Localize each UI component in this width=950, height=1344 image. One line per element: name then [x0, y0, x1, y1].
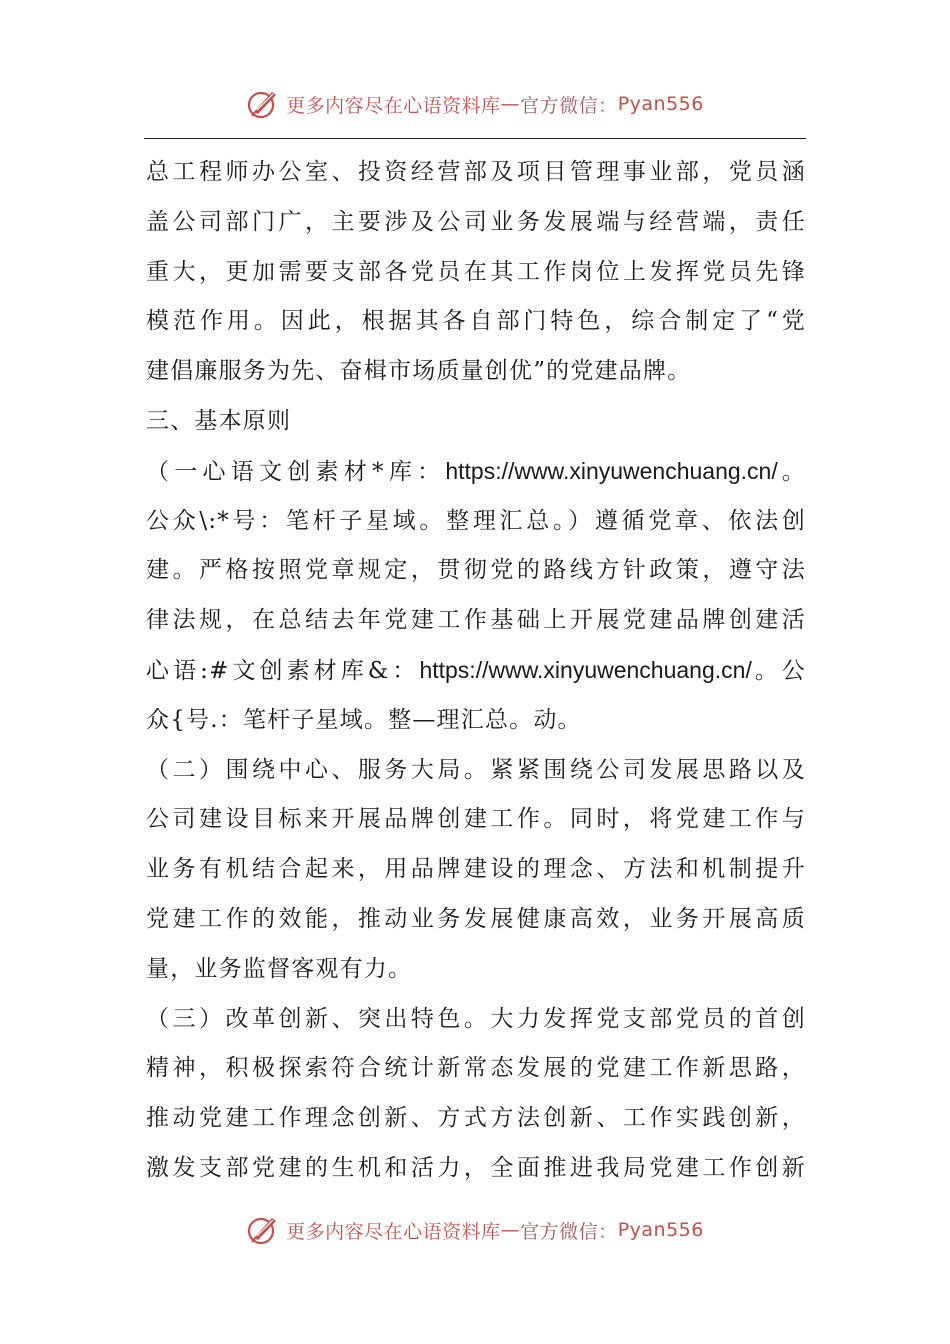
- banner-official-label: 官方微信：: [520, 1220, 618, 1243]
- text-line: 总工程师办公室、投资经营部及项目管理事业部，党员涵: [146, 159, 806, 185]
- text-line: （二）围绕中心、服务大局。紧紧围绕公司发展思路以及: [146, 756, 806, 783]
- text-line: 业务有机结合起来，用品牌建设的理念、方法和机制提升: [146, 856, 806, 883]
- text-line: （一心语文创素材*库：https://www.xinyuwenchuang.cn/。: [146, 457, 806, 485]
- text-line: 模范作用。因此，根据其各自部门特色，综合制定了“党: [146, 308, 806, 335]
- banner-wechat-id: Pyan556: [617, 1219, 704, 1241]
- text-line: 重大，更加需要支部各党员在其工作岗位上发挥党员先锋: [146, 258, 806, 285]
- banner-brand: 更多内容尽在心语资料库: [286, 94, 501, 117]
- text-line: 量，业务监督客观有力。: [146, 955, 413, 982]
- text-line: 心语:#文创素材库&：https://www.xinyuwenchuang.cn/。公: [146, 656, 806, 684]
- header-rule: [144, 138, 806, 139]
- banner-dash: —: [500, 1219, 521, 1241]
- banner-brand: 更多内容尽在心语资料库: [286, 1220, 501, 1243]
- header-banner: [0, 82, 950, 126]
- text-line: 盖公司部门广，主要涉及公司业务发展端与经营端，责任: [146, 208, 806, 235]
- text-line: 建。严格按照党章规定，贯彻党的路线方针政策，遵守法: [146, 557, 806, 584]
- text-line: （三）改革创新、突出特色。大力发挥党支部党员的首创: [146, 1005, 806, 1032]
- text-line: 三、基本原则: [146, 407, 292, 434]
- text-line: 党建工作的效能，推动业务发展健康高效，业务开展高质: [146, 905, 806, 932]
- banner-official-label: 官方微信：: [520, 94, 618, 117]
- text-line: 公众\:*号：笔杆子星域。整理汇总。）遵循党章、依法创: [146, 507, 806, 534]
- feather-pen-logo-icon: [246, 87, 280, 121]
- text-line: 律法规，在总结去年党建工作基础上开展党建品牌创建活: [146, 607, 806, 634]
- text-line: 激发支部党建的生机和活力，全面推进我局党建工作创新: [146, 1154, 806, 1181]
- footer-banner: [0, 1208, 950, 1252]
- text-line: 公司建设目标来开展品牌创建工作。同时，将党建工作与: [146, 806, 806, 833]
- document-body: [146, 148, 806, 1194]
- text-line: 精神，积极探索符合统计新常态发展的党建工作新思路，: [146, 1055, 806, 1082]
- feather-pen-logo-icon: [246, 1213, 280, 1247]
- text-line: 众{号.：笔杆子星域。整—理汇总。动。: [146, 706, 582, 733]
- text-line: 建倡廉服务为先、奋楫市场质量创优”的党建品牌。: [146, 358, 692, 385]
- banner-wechat-id: Pyan556: [617, 93, 704, 115]
- text-line: 推动党建工作理念创新、方式方法创新、工作实践创新，: [146, 1105, 806, 1132]
- url-text: https://www.xinyuwenchuang.cn/: [419, 656, 752, 683]
- banner-dash: —: [500, 93, 521, 115]
- url-text: https://www.xinyuwenchuang.cn/: [445, 457, 778, 484]
